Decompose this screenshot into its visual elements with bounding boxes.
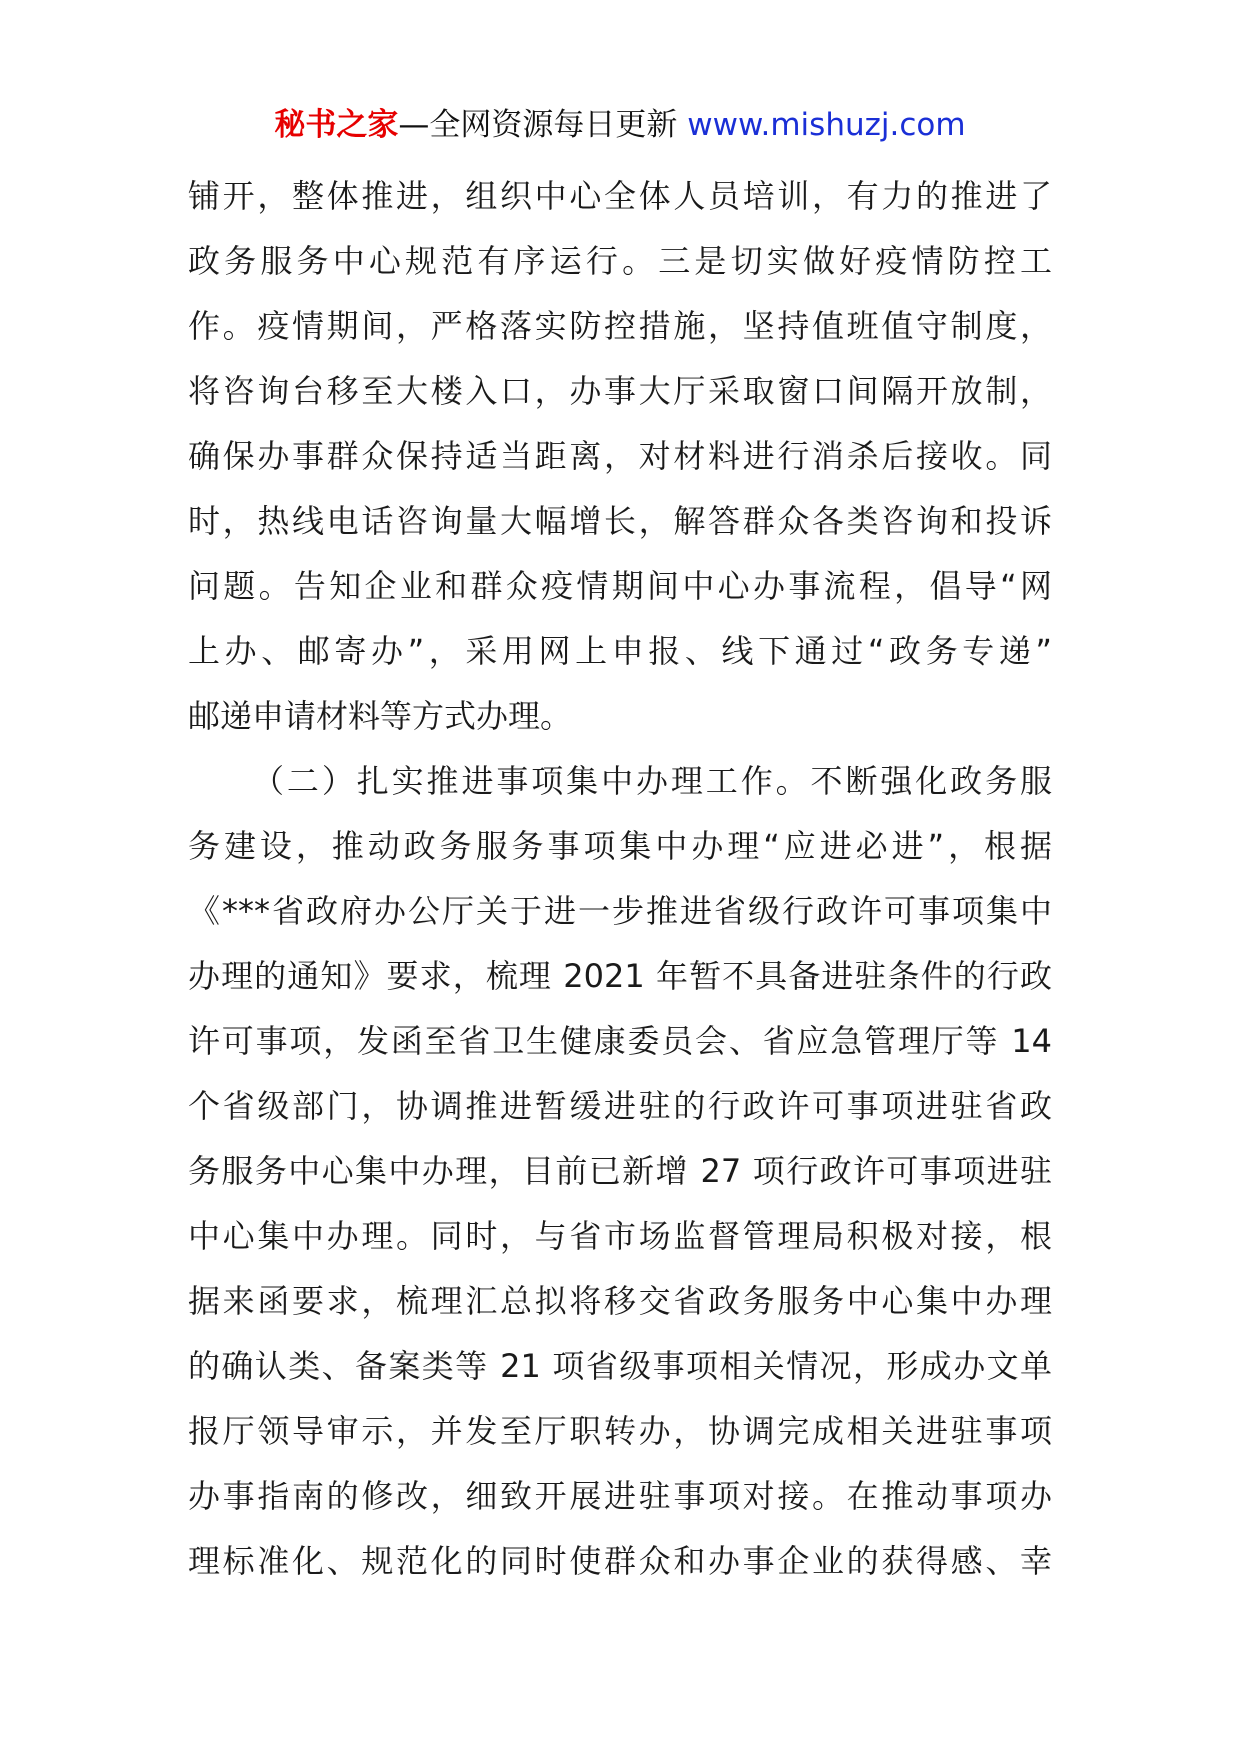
- text-line: 作。疫情期间，严格落实防控措施，坚持值班值守制度，: [188, 307, 1052, 345]
- text-line: 个省级部门，协调推进暂缓进驻的行政许可事项进驻省政: [188, 1087, 1052, 1125]
- text-line: 中心集中办理。同时，与省市场监督管理局积极对接，根: [188, 1217, 1052, 1255]
- paragraph-end-line: 邮递申请材料等方式办理。: [188, 697, 573, 735]
- text-line: 办事指南的修改，细致开展进驻事项对接。在推动事项办: [188, 1477, 1052, 1515]
- text-line: 据来函要求，梳理汇总拟将移交省政务服务中心集中办理: [188, 1282, 1052, 1320]
- text-line: 上办、邮寄办”，采用网上申报、线下通过“政务专递”: [188, 632, 1052, 670]
- site-url-link[interactable]: www.mishuzj.com: [687, 107, 966, 143]
- text-line: 确保办事群众保持适当距离，对材料进行消杀后接收。同: [188, 437, 1052, 475]
- section-heading-line: （二）扎实推进事项集中办理工作。不断强化政务服: [252, 762, 1052, 800]
- text-line: 时，热线电话咨询量大幅增长，解答群众各类咨询和投诉: [188, 502, 1052, 540]
- text-line: 报厅领导审示，并发至厅职转办，协调完成相关进驻事项: [188, 1412, 1052, 1450]
- text-line: 将咨询台移至大楼入口，办事大厅采取窗口间隔开放制，: [188, 372, 1052, 410]
- site-banner: [0, 100, 1240, 150]
- text-line: 问题。告知企业和群众疫情期间中心办事流程，倡导“网: [188, 567, 1052, 605]
- text-line: 办理的通知》要求，梳理 2021 年暂不具备进驻条件的行政: [188, 957, 1052, 995]
- text-line: 《***省政府办公厅关于进一步推进省级行政许可事项集中: [188, 892, 1052, 930]
- banner-tagline: —全网资源每日更新: [398, 107, 688, 143]
- text-line: 政务服务中心规范有序运行。三是切实做好疫情防控工: [188, 242, 1052, 280]
- text-line: 许可事项，发函至省卫生健康委员会、省应急管理厅等 14: [188, 1022, 1052, 1060]
- text-line: 务服务中心集中办理，目前已新增 27 项行政许可事项进驻: [188, 1152, 1052, 1190]
- text-line: 理标准化、规范化的同时使群众和办事企业的获得感、幸: [188, 1542, 1052, 1580]
- brand-name: 秘书之家: [274, 107, 399, 143]
- text-line: 铺开，整体推进，组织中心全体人员培训，有力的推进了: [188, 177, 1052, 215]
- text-line: 务建设，推动政务服务事项集中办理“应进必进”，根据: [188, 827, 1052, 865]
- text-line: 的确认类、备案类等 21 项省级事项相关情况，形成办文单: [188, 1347, 1052, 1385]
- document-body: [188, 164, 1052, 1594]
